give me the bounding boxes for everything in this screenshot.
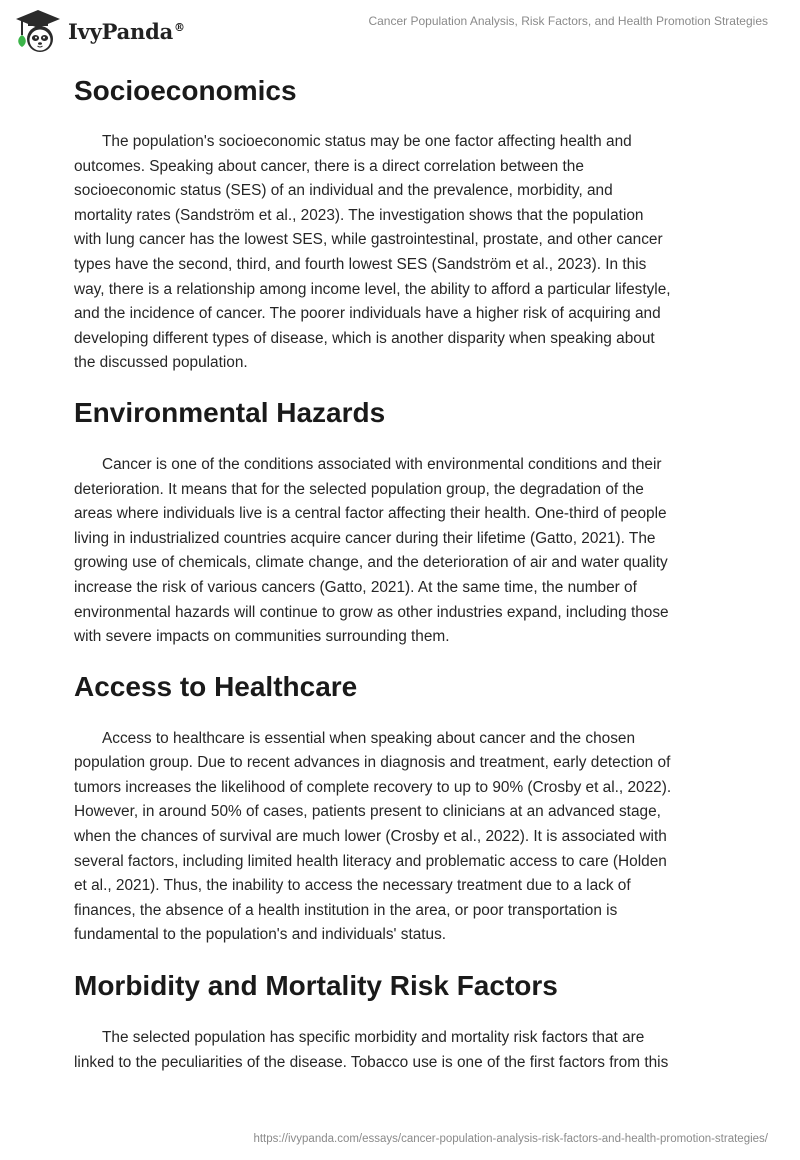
registered-mark: ®	[174, 20, 185, 34]
ivypanda-logo[interactable]	[14, 8, 185, 54]
section-paragraph-access-to-healthcare: Access to healthcare is essential when speaking about cancer and the chosen population group. Due to recent advances in diagnosis and treatment, early detection of tumors increases the likelihood of complete recovery to up to 90% (Crosby et al., 2022). However, in around 50% of cases, patients present to clinicians at an advanced stage, when the chances of survival are much lower (Crosby et al., 2022). It is associated with several factors, including limited health literacy and problematic access to care (Holden et al., 2021). Thus, the inability to access the necessary treatment due to a lack of finances, the absence of a health institution in the area, or poor transportation is fundamental to the population's and individuals' status.	[74, 729, 672, 944]
section-paragraph-environmental-hazards: Cancer is one of the conditions associated with environmental conditions and their deterioration. It means that for the selected population group, the degradation of the areas where individuals live is a central factor affecting their health. One-third of people living in industrialized countries acquire cancer during their lifetime (Gatto, 2021). The growing use of chemicals, climate change, and the deterioration of air and water quality increase the risk of various cancers (Gatto, 2021). At the same time, the number of environmental hazards will continue to grow as other industries expand, including those with severe impacts on communities surrounding them.	[74, 455, 669, 646]
section-heading-access-to-healthcare: Access to Healthcare	[74, 670, 358, 702]
page-header	[0, 0, 800, 60]
essay-body	[74, 72, 734, 1075]
section-heading-socioeconomics: Socioeconomics	[74, 75, 297, 106]
section-paragraph-morbidity-mortality: The selected population has specific morbidity and mortality risk factors that are linked to the peculiarities of the disease. Tobacco use is one of the first factors from this	[74, 1029, 669, 1071]
section-paragraph-socioeconomics: The population's socioeconomic status may be one factor affecting health and outcomes. Speaking about cancer, there is a direct correlation between the socioeconomic status (SES) of an individual and the prevalence, morbidity, and mortality rates (Sandström et al., 2023). The investigation shows that the population with lung cancer has the lowest SES, while gastrointestinal, prostate, and other cancer types have the second, third, and fourth lowest SES (Sandström et al., 2023). In this way, there is a relationship among income level, the ability to afford a particular lifestyle, and the incidence of cancer. The poorer individuals have a higher risk of acquiring and developing different types of disease, which is another disparity when speaking about the discussed population.	[74, 133, 671, 372]
section-heading-morbidity-mortality: Morbidity and Mortality Risk Factors	[74, 970, 558, 1002]
section-heading-environmental-hazards: Environmental Hazards	[74, 396, 386, 428]
brand-label: IvyPanda	[68, 18, 174, 44]
source-url[interactable]: https://ivypanda.com/essays/cancer-population-analysis-risk-factors-and-health-promotion-strategies/	[253, 1133, 768, 1145]
document-title: Cancer Population Analysis, Risk Factors, and Health Promotion Strategies	[368, 14, 768, 28]
graduation-cap-panda-icon	[14, 8, 62, 54]
brand-name	[68, 19, 185, 44]
